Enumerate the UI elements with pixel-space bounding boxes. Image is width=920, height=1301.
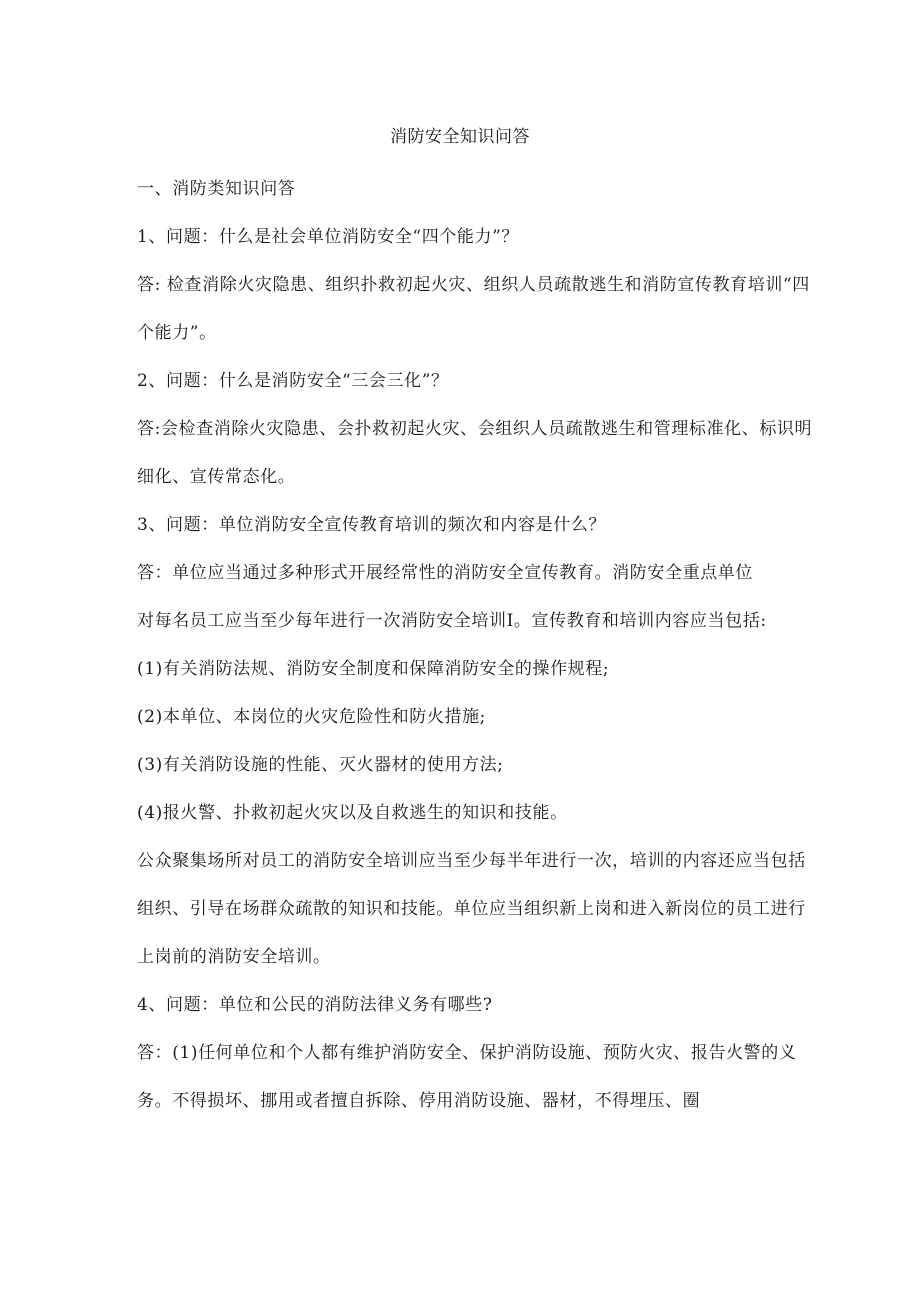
answer-2-line-1: 答:会检查消除火灾隐患、会扑救初起火灾、会组织人员疏散逃生和管理标准化、标识明 (137, 419, 813, 439)
answer-4-line-2: 务。不得损坏、挪用或者擅自拆除、停用消防设施、器材，不得埋压、圈 (137, 1091, 701, 1111)
answer-2-line-2: 细化、宣传常态化。 (137, 467, 296, 487)
question-2: 2、问题：什么是消防安全“三会三化”？ (137, 371, 449, 391)
question-1: 1、问题：什么是社会单位消防安全“四个能力”？ (137, 227, 519, 247)
document-title: 消防安全知识问答 (390, 127, 530, 147)
answer-1-line-2: 个能力”。 (137, 323, 217, 343)
answer-3-item-4: (4)报火警、扑救初起火灾以及自救逃生的知识和技能。 (137, 803, 568, 823)
answer-1-line-1: 答: 检查消除火灾隐患、组织扑救初起火灾、组织人员疏散逃生和消防宣传教育培训“四 (137, 275, 810, 295)
question-4: 4、问题：单位和公民的消防法律义务有哪些? (137, 995, 493, 1015)
answer-3-line-3: 公众聚集场所对员工的消防安全培训应当至少每半年进行一次，培训的内容还应当包括 (137, 851, 806, 871)
question-3: 3、问题：单位消防安全宣传教育培训的频次和内容是什么？ (137, 515, 607, 535)
answer-3-line-1: 答：单位应当通过多种形式开展经常性的消防安全宣传教育。消防安全重点单位 (137, 563, 753, 583)
answer-3-item-1: (1)有关消防法规、消防安全制度和保障消防安全的操作规程; (137, 659, 610, 679)
section-heading: 一、消防类知识问答 (137, 179, 296, 199)
answer-3-line-4: 组织、引导在场群众疏散的知识和技能。单位应当组织新上岗和进入新岗位的员工进行 (137, 899, 806, 919)
answer-3-line-2: 对每名员工应当至少每年进行一次消防安全培训Ⅰ。宣传教育和培训内容应当包括: (137, 611, 767, 631)
answer-3-item-2: (2)本单位、本岗位的火灾危险性和防火措施; (137, 707, 487, 727)
answer-3-item-3: (3)有关消防设施的性能、灭火器材的使用方法; (137, 755, 504, 775)
answer-4-line-1: 答：(1)任何单位和个人都有维护消防安全、保护消防设施、预防火灾、报告火警的义 (137, 1043, 797, 1063)
answer-3-line-5: 上岗前的消防安全培训。 (137, 947, 331, 967)
